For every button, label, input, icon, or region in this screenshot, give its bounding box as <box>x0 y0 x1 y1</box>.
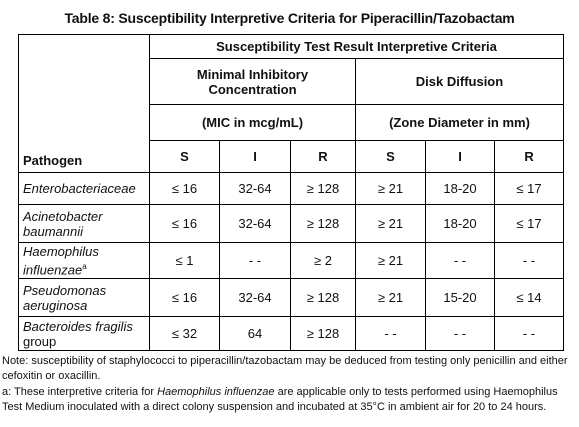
table-title: Table 8: Susceptibility Interpretive Criteria for Piperacillin/Tazobactam <box>64 10 515 26</box>
col-header-mic-s: S <box>150 141 220 173</box>
table-notes <box>2 354 577 416</box>
disk-units-header: (Zone Diameter in mm) <box>356 105 564 141</box>
disk-header: Disk Diffusion <box>356 59 564 105</box>
disk-r-cell: ≤ 14 <box>495 279 564 317</box>
mic-r-cell: ≥ 128 <box>291 205 356 243</box>
table-row <box>19 279 564 317</box>
mic-i-cell: 32-64 <box>220 279 291 317</box>
pathogen-cell: Enterobacteriaceae <box>19 173 150 205</box>
pathogen-column-header: Pathogen <box>19 35 150 173</box>
disk-i-cell: 15-20 <box>426 279 495 317</box>
disk-i-cell: 18-20 <box>426 205 495 243</box>
disk-r-cell: ≤ 17 <box>495 205 564 243</box>
disk-r-cell: - - <box>495 243 564 279</box>
mic-s-cell: ≤ 16 <box>150 279 220 317</box>
disk-i-cell: 18-20 <box>426 173 495 205</box>
mic-i-cell: 32-64 <box>220 205 291 243</box>
mic-r-cell: ≥ 128 <box>291 173 356 205</box>
disk-i-cell: - - <box>426 317 495 351</box>
mic-s-cell: ≤ 16 <box>150 173 220 205</box>
disk-r-cell: ≤ 17 <box>495 173 564 205</box>
pathogen-cell: Bacteroides fragilis group <box>19 317 150 351</box>
criteria-table <box>18 34 564 351</box>
table-row <box>19 173 564 205</box>
disk-r-cell: - - <box>495 317 564 351</box>
disk-s-cell: ≥ 21 <box>356 279 426 317</box>
col-header-disk-s: S <box>356 141 426 173</box>
col-header-mic-r: R <box>291 141 356 173</box>
table-row <box>19 205 564 243</box>
col-header-disk-r: R <box>495 141 564 173</box>
staphylococci-note: Note: susceptibility of staphylococci to piperacillin/tazobactam may be deduced from testing only penicillin and either cefoxitin or oxacillin. <box>2 355 568 382</box>
mic-s-cell: ≤ 32 <box>150 317 220 351</box>
disk-s-cell: ≥ 21 <box>356 243 426 279</box>
footnote-a: a: These interpretive criteria for Haemophilus influenzae are applicable only to tests performed using Haemophilus Test Medium inoculated with a direct colony suspension and incubated at 35°C in ambient air for 20 to 24 hours. <box>2 386 558 413</box>
criteria-group-header: Susceptibility Test Result Interpretive Criteria <box>150 35 564 59</box>
footnote-marker: a <box>82 261 87 271</box>
col-header-disk-i: I <box>426 141 495 173</box>
pathogen-cell: Pseudomonas aeruginosa <box>19 279 150 317</box>
mic-r-cell: ≥ 128 <box>291 317 356 351</box>
disk-s-cell: ≥ 21 <box>356 205 426 243</box>
mic-i-cell: 32-64 <box>220 173 291 205</box>
col-header-mic-i: I <box>220 141 291 173</box>
mic-header: Minimal Inhibitory Concentration <box>150 59 356 105</box>
mic-i-cell: 64 <box>220 317 291 351</box>
table-row <box>19 243 564 279</box>
disk-i-cell: - - <box>426 243 495 279</box>
disk-s-cell: ≥ 21 <box>356 173 426 205</box>
pathogen-cell: Acinetobacter baumannii <box>19 205 150 243</box>
mic-units-header: (MIC in mcg/mL) <box>150 105 356 141</box>
mic-i-cell: - - <box>220 243 291 279</box>
table-row <box>19 317 564 351</box>
pathogen-cell: Haemophilus influenzae$^a$ <box>19 243 150 279</box>
mic-r-cell: ≥ 2 <box>291 243 356 279</box>
disk-s-cell: - - <box>356 317 426 351</box>
mic-s-cell: ≤ 16 <box>150 205 220 243</box>
mic-s-cell: ≤ 1 <box>150 243 220 279</box>
mic-r-cell: ≥ 128 <box>291 279 356 317</box>
